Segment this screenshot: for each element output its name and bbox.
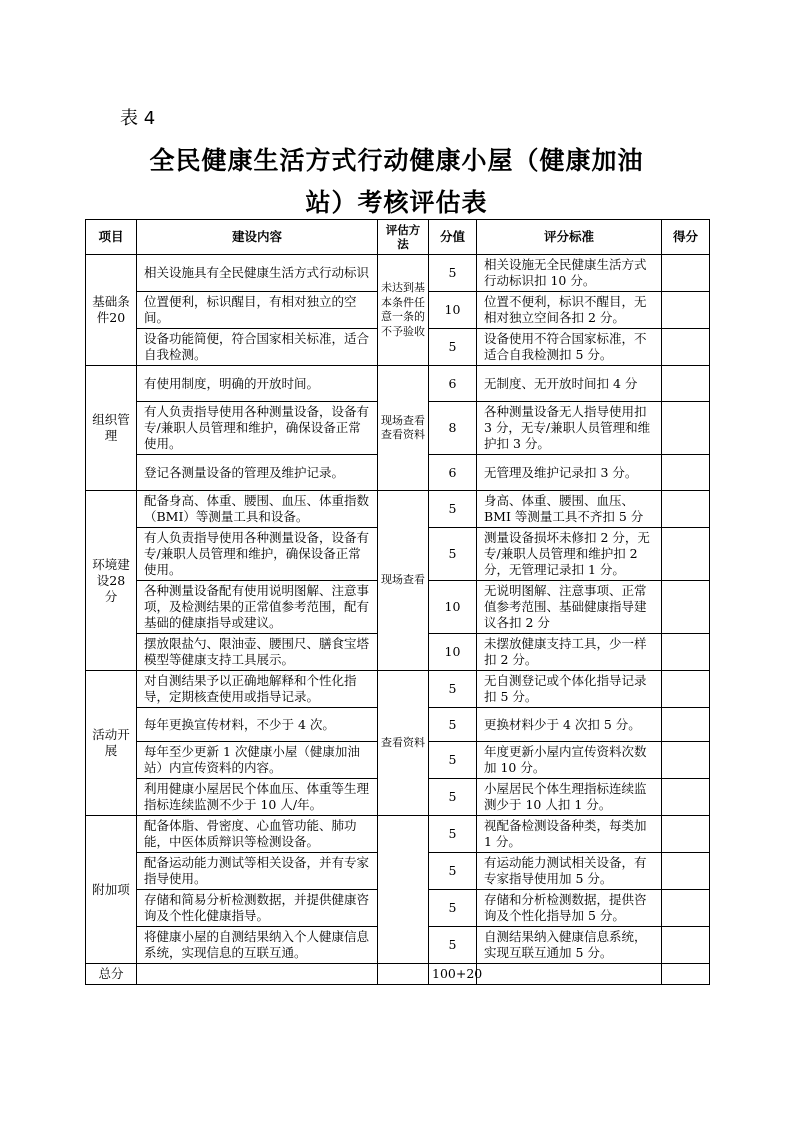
criteria-cell: 存储和分析检测数据，提供咨询及个性化指导加 5 分。 (477, 890, 662, 927)
header-content: 建设内容 (137, 220, 378, 255)
content-cell: 有使用制度，明确的开放时间。 (137, 366, 378, 402)
content-cell: 将健康小屋的自测结果纳入个人健康信息系统，实现信息的互联互通。 (137, 927, 378, 964)
criteria-cell: 视配备检测设备种类，每类加 1 分。 (477, 816, 662, 853)
criteria-cell: 相关设施无全民健康生活方式行动标识扣 10 分。 (477, 255, 662, 292)
score-input-cell[interactable] (662, 671, 710, 708)
score-input-cell[interactable] (662, 779, 710, 816)
score-value-cell: 5 (429, 491, 477, 528)
score-value-cell: 10 (429, 292, 477, 329)
title-line-1: 全民健康生活方式行动健康小屋（健康加油 (149, 146, 644, 175)
content-cell: 相关设施具有全民健康生活方式行动标识 (137, 255, 378, 292)
score-input-cell[interactable] (662, 255, 710, 292)
table-body (86, 255, 710, 964)
group-method-cell: 未达到基本条件任意一条的不予验收 (378, 255, 429, 366)
total-content-empty (137, 964, 378, 985)
table-row (86, 816, 710, 853)
header-method: 评估方法 (378, 220, 429, 255)
table-row (86, 671, 710, 708)
criteria-cell: 身高、体重、腰围、血压、BMI 等测量工具不齐扣 5 分 (477, 491, 662, 528)
total-score-cell (662, 964, 710, 985)
score-value-cell: 8 (429, 402, 477, 455)
score-value-cell: 6 (429, 455, 477, 491)
content-cell: 设备功能简便，符合国家相关标准，适合自我检测。 (137, 329, 378, 366)
header-result: 得分 (662, 220, 710, 255)
criteria-cell: 设备使用不符合国家标准，不适合自我检测扣 5 分。 (477, 329, 662, 366)
score-input-cell[interactable] (662, 455, 710, 491)
table-row (86, 491, 710, 528)
criteria-cell: 无自测登记或个体化指导记录扣 5 分。 (477, 671, 662, 708)
group-project-cell: 基础条件20 (86, 255, 137, 366)
score-input-cell[interactable] (662, 528, 710, 581)
score-value-cell: 5 (429, 255, 477, 292)
content-cell: 利用健康小屋居民个体血压、体重等生理指标连续监测不少于 10 人/年。 (137, 779, 378, 816)
page-title (100, 140, 693, 224)
score-value-cell: 6 (429, 366, 477, 402)
criteria-cell: 有运动能力测试相关设备，有专家指导使用加 5 分。 (477, 853, 662, 890)
total-row (86, 964, 710, 985)
content-cell: 位置便利，标识醒目，有相对独立的空间。 (137, 292, 378, 329)
header-row (86, 220, 710, 255)
score-input-cell[interactable] (662, 491, 710, 528)
score-input-cell[interactable] (662, 816, 710, 853)
total-label: 总分 (86, 964, 137, 985)
group-project-cell: 组织管理 (86, 366, 137, 491)
criteria-cell: 各种测量设备无人指导使用扣 3 分，无专/兼职人员管理和维护扣 3 分。 (477, 402, 662, 455)
group-method-cell: 现场查看 (378, 491, 429, 671)
content-cell: 有人负责指导使用各种测量设备，设备有专/兼职人员管理和维护，确保设备正常使用。 (137, 402, 378, 455)
content-cell: 配备运动能力测试等相关设备，并有专家指导使用。 (137, 853, 378, 890)
score-value-cell: 5 (429, 816, 477, 853)
criteria-cell: 测量设备损坏未修扣 2 分，无专/兼职人员管理和维护扣 2 分，无管理记录扣 1 分。 (477, 528, 662, 581)
table-label: 表 4 (120, 108, 156, 129)
group-method-cell (378, 816, 429, 964)
content-cell: 登记各测量设备的管理及维护记录。 (137, 455, 378, 491)
content-cell: 摆放限盐勺、限油壶、腰围尺、膳食宝塔模型等健康支持工具展示。 (137, 634, 378, 671)
table-row (86, 255, 710, 292)
criteria-cell: 未摆放健康支持工具，少一样扣 2 分。 (477, 634, 662, 671)
content-cell: 对自测结果予以正确地解释和个性化指导，定期核查使用或指导记录。 (137, 671, 378, 708)
group-project-cell: 附加项 (86, 816, 137, 964)
assessment-table (85, 219, 710, 985)
score-input-cell[interactable] (662, 853, 710, 890)
score-input-cell[interactable] (662, 329, 710, 366)
score-input-cell[interactable] (662, 890, 710, 927)
score-input-cell[interactable] (662, 366, 710, 402)
criteria-cell: 小屋居民个体生理指标连续监测少于 10 人扣 1 分。 (477, 779, 662, 816)
content-cell: 配备体脂、骨密度、心血管功能、肺功能，中医体质辩识等检测设备。 (137, 816, 378, 853)
score-value-cell: 5 (429, 742, 477, 779)
score-value-cell: 5 (429, 671, 477, 708)
criteria-cell: 位置不便利，标识不醒目，无相对独立空间各扣 2 分。 (477, 292, 662, 329)
score-input-cell[interactable] (662, 742, 710, 779)
table-row (86, 366, 710, 402)
header-criteria: 评分标准 (477, 220, 662, 255)
score-value-cell: 5 (429, 779, 477, 816)
content-cell: 有人负责指导使用各种测量设备，设备有专/兼职人员管理和维护，确保设备正常使用。 (137, 528, 378, 581)
score-input-cell[interactable] (662, 634, 710, 671)
content-cell: 存储和简易分析检测数据，并提供健康咨询及个性化健康指导。 (137, 890, 378, 927)
score-input-cell[interactable] (662, 581, 710, 634)
group-project-cell: 活动开展 (86, 671, 137, 816)
group-method-cell: 查看资料 (378, 671, 429, 816)
criteria-cell: 无制度、无开放时间扣 4 分 (477, 366, 662, 402)
title-line-2: 站）考核评估表 (305, 188, 488, 217)
score-value-cell: 5 (429, 927, 477, 964)
score-input-cell[interactable] (662, 708, 710, 742)
score-input-cell[interactable] (662, 292, 710, 329)
header-project: 项目 (86, 220, 137, 255)
criteria-cell: 自测结果纳入健康信息系统，实现互联互通加 5 分。 (477, 927, 662, 964)
score-value-cell: 5 (429, 853, 477, 890)
score-input-cell[interactable] (662, 402, 710, 455)
score-value-cell: 10 (429, 634, 477, 671)
content-cell: 每年更换宣传材料，不少于 4 次。 (137, 708, 378, 742)
score-value-cell: 5 (429, 329, 477, 366)
criteria-cell: 无管理及维护记录扣 3 分。 (477, 455, 662, 491)
criteria-cell: 无说明图解、注意事项、正常值参考范围、基础健康指导建议各扣 2 分 (477, 581, 662, 634)
total-method-empty (378, 964, 429, 985)
content-cell: 各种测量设备配有使用说明图解、注意事项，及检测结果的正常值参考范围，配有基础的健康指导或建议。 (137, 581, 378, 634)
criteria-cell: 年度更新小屋内宣传资料次数加 10 分。 (477, 742, 662, 779)
score-input-cell[interactable] (662, 927, 710, 964)
total-criteria-empty (477, 964, 662, 985)
score-value-cell: 5 (429, 528, 477, 581)
group-method-cell: 现场查看查看资料 (378, 366, 429, 491)
group-project-cell: 环境建设28 分 (86, 491, 137, 671)
criteria-cell: 更换材料少于 4 次扣 5 分。 (477, 708, 662, 742)
total-value: 100+20 (429, 964, 477, 985)
score-value-cell: 5 (429, 890, 477, 927)
content-cell: 每年至少更新 1 次健康小屋（健康加油站）内宣传资料的内容。 (137, 742, 378, 779)
score-value-cell: 10 (429, 581, 477, 634)
content-cell: 配备身高、体重、腰围、血压、体重指数（BMI）等测量工具和设备。 (137, 491, 378, 528)
score-value-cell: 5 (429, 708, 477, 742)
header-score-value: 分值 (429, 220, 477, 255)
